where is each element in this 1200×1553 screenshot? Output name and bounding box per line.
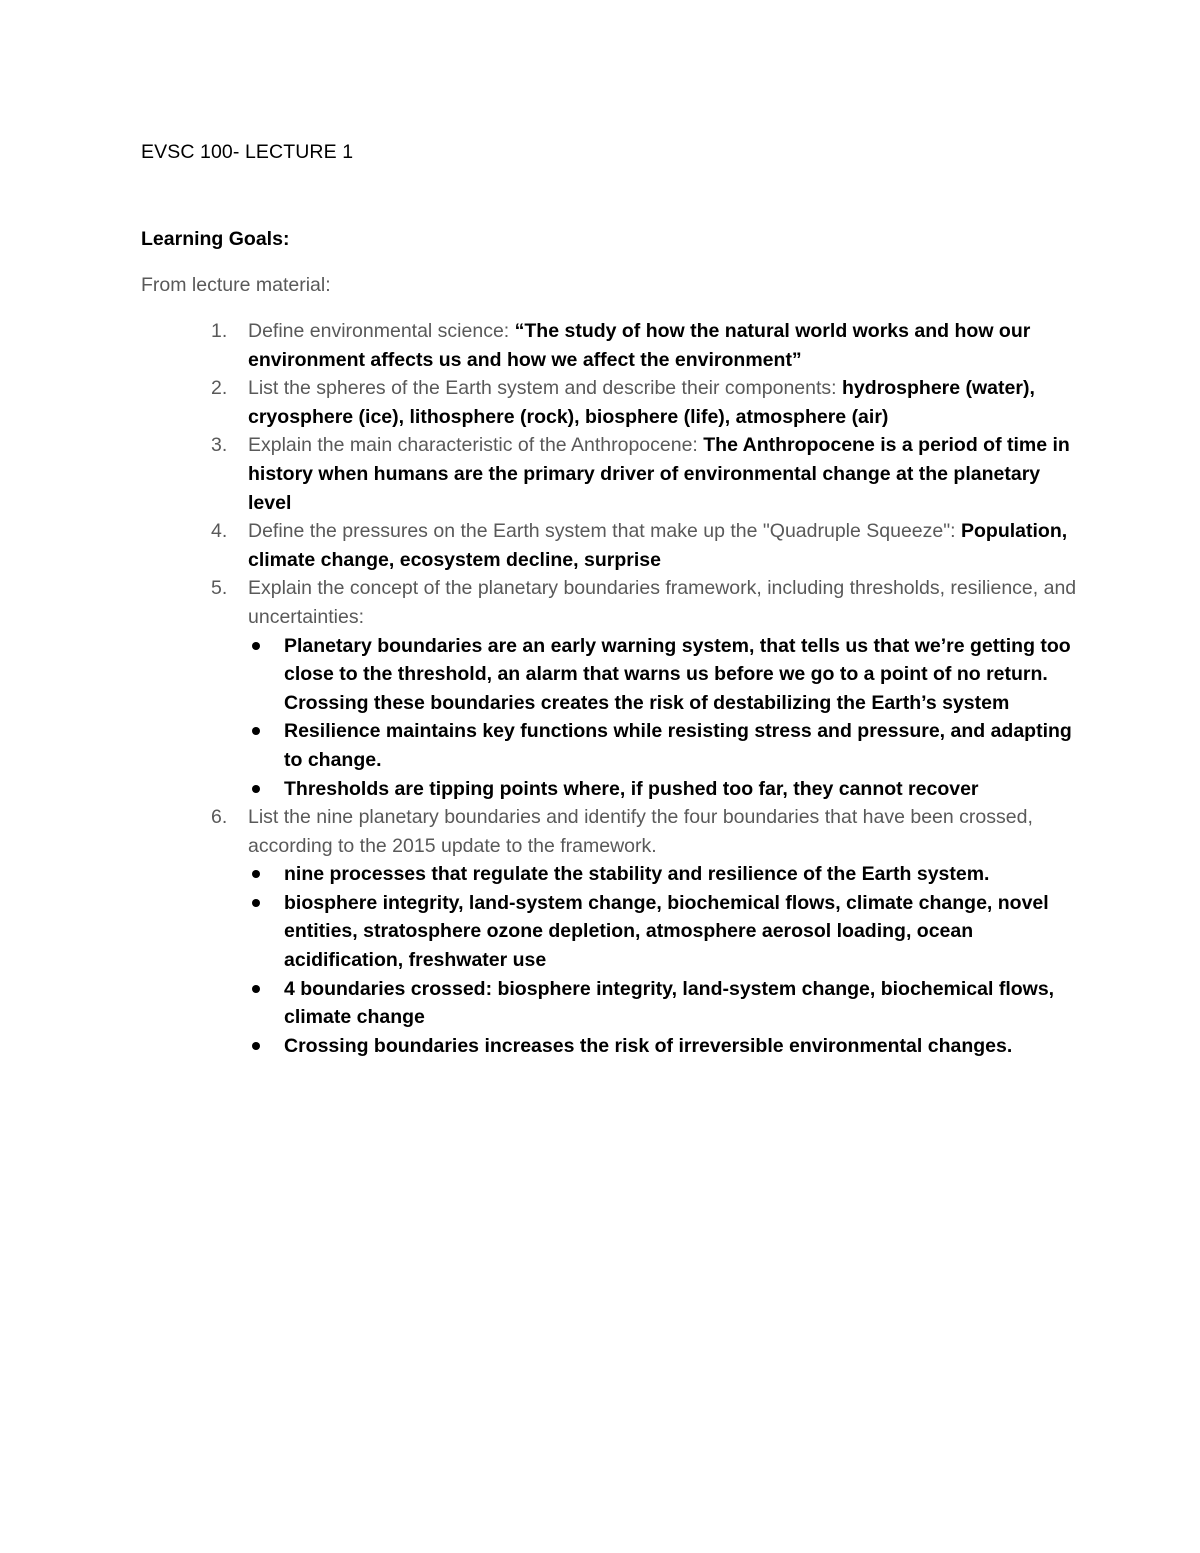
intro-text: From lecture material:: [141, 274, 331, 296]
goal-bullet: [248, 717, 1081, 774]
goal-number: 3.: [211, 434, 228, 457]
goal-text: [248, 517, 1081, 574]
goal-bullet: [248, 775, 1081, 804]
bullet-dot-icon: [252, 985, 260, 993]
learning-goal-2: [141, 374, 1081, 431]
goal-bullet: [248, 975, 1081, 1032]
goal-bullet-text: Resilience maintains key functions while resisting stress and pressure, and adapting to change.: [284, 720, 1072, 771]
learning-goal-4: [141, 517, 1081, 574]
bullet-dot-icon: [252, 899, 260, 907]
goal-prompt: Define the pressures on the Earth system that make up the "Quadruple Squeeze":: [248, 520, 961, 543]
bullet-dot-icon: [252, 785, 260, 793]
learning-goal-5: [141, 574, 1081, 803]
goal-number: 4.: [211, 520, 228, 543]
goal-number: 2.: [211, 377, 228, 400]
goal-number: 5.: [211, 577, 228, 600]
goal-bullet: [248, 860, 1081, 889]
learning-goal-6: [141, 803, 1081, 1060]
goal-bullet: [248, 632, 1081, 718]
bullet-dot-icon: [252, 1042, 260, 1050]
goal-bullet: [248, 889, 1081, 975]
bullet-dot-icon: [252, 727, 260, 735]
goal-prompt: Explain the main characteristic of the Anthropocene:: [248, 434, 704, 457]
goal-answer: The Anthropocene is a period of time in history when humans are the primary driver of environmental change at the planetary level: [248, 434, 1070, 514]
goal-bullet: [248, 1032, 1081, 1061]
bullet-dot-icon: [252, 642, 260, 650]
goal-answer: hydrosphere (water), cryosphere (ice), lithosphere (rock), biosphere (life), atmosphere (air): [248, 377, 1035, 428]
goal-number: 6.: [211, 806, 228, 829]
learning-goals-heading: Learning Goals:: [141, 228, 290, 250]
goal-bullet-text: Crossing boundaries increases the risk of irreversible environmental changes.: [284, 1034, 1013, 1057]
goal-prompt: Explain the concept of the planetary boundaries framework, including thresholds, resilience, and uncertainties:: [248, 577, 1077, 628]
goal-answer: “The study of how the natural world works and how our environment affects us and how we affect the environment”: [248, 320, 1031, 371]
learning-goal-3: [141, 431, 1081, 517]
goal-bullet-list: [248, 860, 1081, 1060]
goal-bullet-text: Thresholds are tipping points where, if pushed too far, they cannot recover: [284, 777, 979, 800]
document-title: EVSC 100- LECTURE 1: [141, 141, 354, 163]
goal-bullet-list: [248, 632, 1081, 804]
goal-number: 1.: [211, 320, 228, 342]
goal-text: [248, 431, 1081, 517]
goal-text: [248, 317, 1081, 374]
goal-prompt: Define environmental science:: [248, 320, 515, 342]
goal-bullet-text: 4 boundaries crossed: biosphere integrity, land-system change, biochemical flows, climate change: [284, 977, 1055, 1029]
goal-prompt: List the spheres of the Earth system and describe their components:: [248, 377, 842, 400]
goal-text: [248, 374, 1081, 431]
goal-answer: Population, climate change, ecosystem decline, surprise: [248, 520, 1068, 571]
learning-goals-list: [141, 317, 1081, 1060]
goal-prompt: List the nine planetary boundaries and identify the four boundaries that have been crossed, according to the 2015 update to the framework.: [248, 806, 1033, 857]
goal-bullet-text: nine processes that regulate the stability and resilience of the Earth system.: [284, 863, 990, 886]
goal-bullet-text: Planetary boundaries are an early warning system, that tells us that we’re getting too close to the threshold, an alarm that warns us before we go to a point of no return. Crossing these boundaries creates the risk of destabilizing the Earth’s system: [284, 634, 1071, 714]
bullet-dot-icon: [252, 870, 260, 878]
learning-goal-1: [141, 317, 1081, 374]
goal-bullet-text: biosphere integrity, land-system change, biochemical flows, climate change, novel entities, stratosphere ozone depletion, atmosphere aerosol loading, ocean acidification, freshwater use: [284, 891, 1049, 972]
